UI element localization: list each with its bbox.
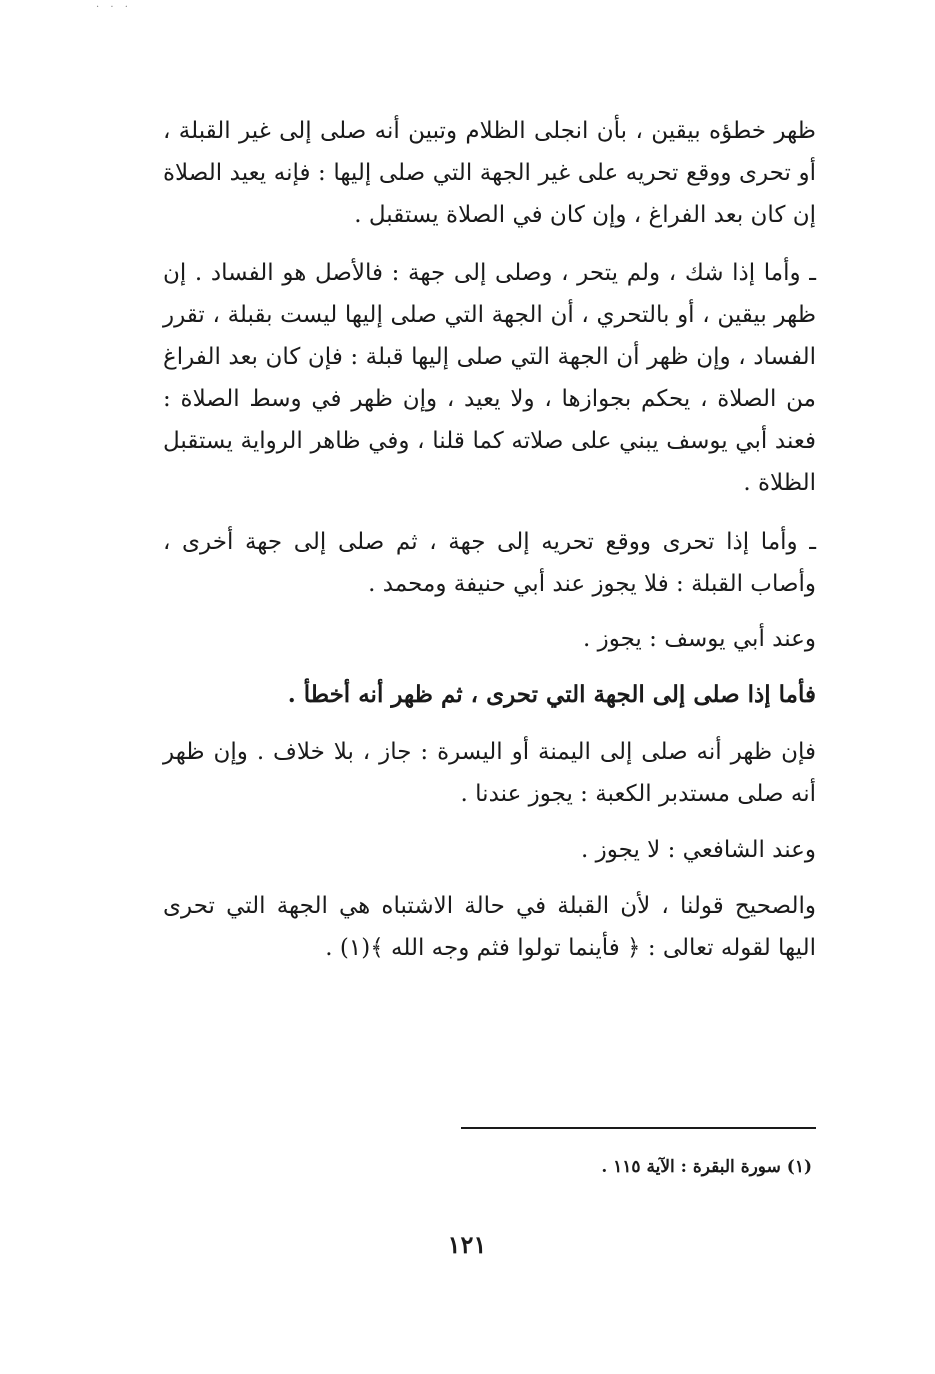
paragraph-7: وعند الشافعي : لا يجوز . bbox=[581, 837, 816, 863]
paragraph-6: فإن ظهر أنه صلى إلى اليمنة أو اليسرة : جاز ، بلا خلاف . وإن ظهر أنه صلى مستدبر الكعبة : يجوز عندنا . bbox=[163, 739, 816, 807]
footnote-divider bbox=[461, 1127, 816, 1129]
scan-marks: · · · bbox=[96, 2, 132, 13]
paragraph-8: والصحيح قولنا ، لأن القبلة في حالة الاشتباه هي الجهة التي تحرى اليها لقوله تعالى : ﴿ فأينما تولوا فثم وجه الله ﴾(١) . bbox=[163, 893, 816, 961]
paragraph-2: ـ وأما إذا شك ، ولم يتحر ، وصلى إلى جهة : فالأصل هو الفساد . إن ظهر بيقين ، أو بالتحري ، أن الجهة التي صلى إليها ليست بقبلة ، تقرر الفساد ، وإن ظهر أن الجهة التي صلى إليها قبلة : فإن كان بعد الفراغ من الصلاة ، يحكم بجوازها ، ولا يعيد ، وإن ظهر في وسط الصلاة : فعند أبي يوسف يبني على صلاته كما قلنا ، وفي ظاهر الرواية يستقبل الظلاة . bbox=[163, 260, 816, 496]
paragraph-8-block bbox=[163, 885, 816, 969]
paragraph-5: فأما إذا صلى إلى الجهة التي تحرى ، ثم ظهر أنه أخطأ . bbox=[287, 681, 816, 708]
paragraph-4: وعند أبي يوسف : يجوز . bbox=[582, 626, 816, 652]
paragraph-5-block bbox=[163, 674, 816, 716]
footnote: (١) سورة البقرة : الآية ١١٥ . bbox=[601, 1157, 812, 1177]
page-number: ١٢١ bbox=[447, 1230, 487, 1259]
paragraph-2-block bbox=[163, 252, 816, 504]
paragraph-4-block bbox=[163, 618, 816, 660]
paragraph-6-block bbox=[163, 731, 816, 815]
paragraph-3: ـ وأما إذا تحرى ووقع تحريه إلى جهة ، ثم صلى إلى جهة أخرى ، وأصاب القبلة : فلا يجوز عند أبي حنيفة ومحمد . bbox=[163, 529, 816, 597]
paragraph-1-block bbox=[163, 110, 816, 236]
paragraph-3-block bbox=[163, 521, 816, 605]
paragraph-7-block bbox=[163, 829, 816, 871]
paragraph-1: ظهر خطؤه بيقين ، بأن انجلى الظلام وتبين أنه صلى إلى غير القبلة ، أو تحرى ووقع تحريه على غير الجهة التي صلى إليها : فإنه يعيد الصلاة إن كان بعد الفراغ ، وإن كان في الصلاة يستقبل . bbox=[163, 118, 816, 228]
